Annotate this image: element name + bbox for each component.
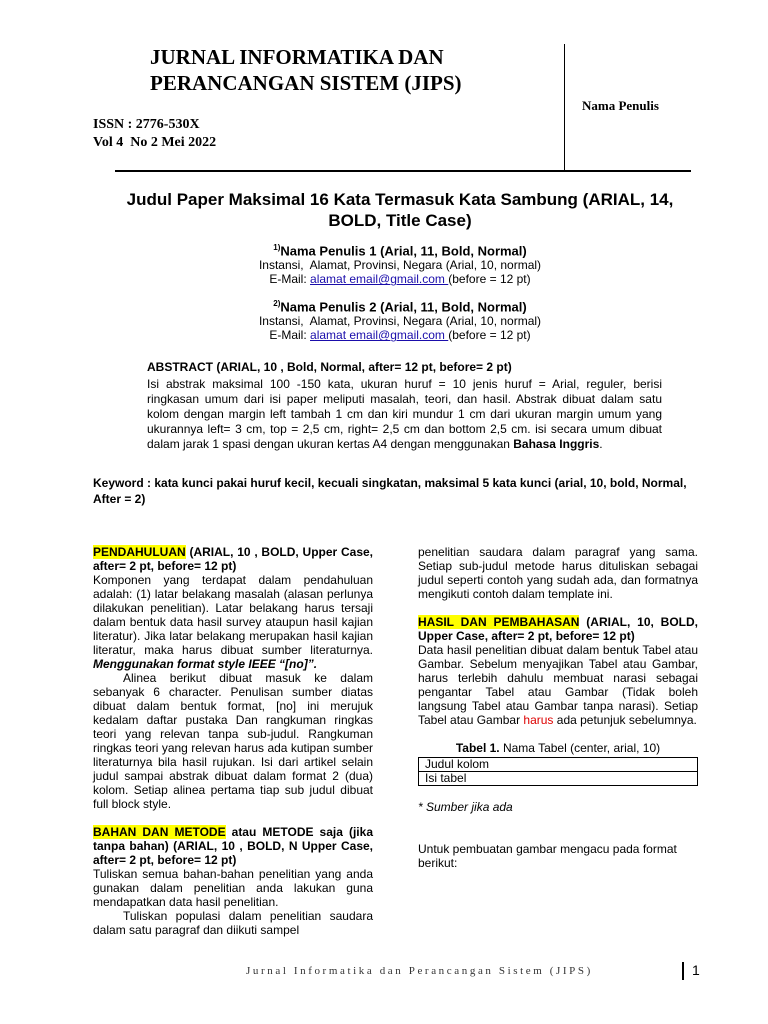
table-row	[419, 772, 698, 786]
email-note: (before = 12 pt)	[448, 328, 531, 343]
author-block-2	[100, 297, 700, 342]
section-heading-rest: (ARIAL, 10 , BOLD, Upper Case, after= 2 pt, before= 12 pt)	[93, 545, 373, 573]
volume: Vol 4 No 2 Mei 2022	[93, 135, 217, 150]
author-email-line	[100, 272, 700, 286]
section-heading-pendahuluan	[93, 545, 373, 573]
journal-title-line1: JURNAL INFORMATIKA DAN	[150, 45, 444, 69]
abstract-heading: ABSTRACT (ARIAL, 10 , Bold, Normal, after= 12 pt, before= 2 pt)	[147, 360, 512, 374]
header-divider-vertical	[564, 44, 565, 170]
keyword: Keyword : kata kunci pakai huruf kecil, kecuali singkatan, maksimal 5 kata kunci (arial, 10, bold, Normal, After = 2)	[93, 476, 687, 506]
section-heading-highlight: PENDAHULUAN	[93, 545, 186, 559]
author-email-link[interactable]: alamat email@gmail.com	[310, 328, 449, 343]
author-name	[100, 241, 700, 258]
table-cell: Isi tabel	[419, 772, 698, 786]
section-heading-rest: atau METODE saja (jika tanpa bahan) (ARIAL, 10 , BOLD, N Upper Case, after= 2 pt, before= 12 pt)	[93, 825, 373, 867]
abstract-body: Isi abstrak maksimal 100 -150 kata, ukuran huruf = 10 jenis huruf = Arial, reguler, berisi ringkasan umum dari isi paper meliputi masalah, teori, dan hasil. Abstrak dibuat dalam satu kolom dengan margin left tambah 1 cm dan kiri mundur 1 cm dari ukuran margin umum yang ukurannya left= 3 cm, top = 2,5 cm, right= 2,5 cm dan bottom 2,5 cm. isi secara umum dibuat dalam jarak 1 spasi dengan ukuran kertas A4 dengan menggunakan	[147, 377, 662, 451]
paragraph: Tuliskan semua bahan-bahan penelitian yang anda gunakan dalam penelitian anda lakukan guna mendapatkan data hasil penelitian.	[93, 867, 373, 909]
section-heading-bahan	[93, 825, 373, 867]
left-column	[93, 545, 373, 937]
email-label: E-Mail:	[269, 328, 311, 343]
abstract	[147, 360, 662, 452]
table-caption	[418, 741, 698, 755]
footer-journal-name: Jurnal Informatika dan Perancangan Sistem (JIPS)	[246, 965, 593, 977]
author-affiliation: Instansi, Alamat, Provinsi, Negara (Arial, 10, normal)	[258, 314, 542, 329]
table-caption-text: Nama Tabel (center, arial, 10)	[499, 741, 661, 755]
author-name-text: Nama Penulis 1 (Arial, 11, Bold, Normal)	[280, 243, 527, 259]
journal-title-line2: PERANCANGAN SISTEM (JIPS)	[150, 71, 462, 95]
paper-title: Judul Paper Maksimal 16 Kata Termasuk Kata Sambung (ARIAL, 14, BOLD, Title Case)	[126, 190, 674, 230]
paragraph-emphasis: Menggunakan format style IEEE “[no]”.	[93, 657, 318, 671]
abstract-body-bold: Bahasa Inggris	[513, 437, 600, 451]
paragraph-red-text: harus	[523, 713, 554, 727]
author-affiliation: Instansi, Alamat, Provinsi, Negara (Arial, 10, normal)	[258, 258, 542, 273]
paragraph	[418, 643, 698, 727]
header-author: Nama Penulis	[582, 98, 659, 113]
paragraph	[93, 573, 373, 671]
abstract-body-end: .	[599, 437, 603, 451]
journal-title	[150, 44, 462, 96]
author-sup: 2)	[273, 299, 281, 308]
journal-meta	[93, 116, 216, 152]
author-name-text: Nama Penulis 2 (Arial, 11, Bold, Normal)	[280, 299, 527, 315]
author-block-1	[100, 241, 700, 286]
issn: ISSN : 2776-530X	[93, 117, 200, 132]
footer-divider	[682, 962, 684, 980]
paragraph: Untuk pembuatan gambar mengacu pada format berikut:	[418, 842, 677, 870]
paragraph-text: Komponen yang terdapat dalam pendahuluan adalah: (1) latar belakang masalah (alasan perlunya dilakukan penelitian). Latar belakang harus tersaji dalam bentuk data hasil survey ataupun hasil kajian literatur). Jika latar belakang merupakan hasil kajian literatur, maka harus dibuat sumber literaturnya.	[93, 573, 373, 657]
header-divider-horizontal	[115, 170, 691, 172]
table-note: * Sumber jika ada	[418, 800, 513, 814]
email-label: E-Mail:	[269, 272, 311, 287]
section-heading-highlight: BAHAN DAN METODE	[93, 825, 226, 839]
author-email-line	[100, 328, 700, 342]
author-name	[100, 297, 700, 314]
paragraph-text: Data hasil penelitian dibuat dalam bentuk Tabel atau Gambar. Sebelum menyajikan Tabel atau Gambar, harus terlebih dahulu membuat narasi sebagai pengantar Tabel atau Gambar (Tidak boleh langsung Tabel atau Gambar tanpa narasi). Setiap Tabel atau Gambar	[418, 643, 698, 727]
email-note: (before = 12 pt)	[448, 272, 531, 287]
section-heading-rest: (ARIAL, 10, BOLD, Upper Case, after= 2 pt, before= 12 pt)	[418, 615, 698, 643]
table-cell: Judul kolom	[419, 758, 698, 772]
section-heading-highlight: HASIL DAN PEMBAHASAN	[418, 615, 580, 629]
paragraph-text: ada petunjuk sebelumnya.	[553, 713, 697, 727]
author-email-link[interactable]: alamat email@gmail.com	[310, 272, 449, 287]
paragraph: Tuliskan populasi dalam penelitian saudara dalam satu paragraf dan diikuti sampel	[93, 909, 373, 937]
table-caption-label: Tabel 1.	[455, 741, 500, 755]
table-row	[419, 758, 698, 772]
author-sup: 1)	[273, 243, 281, 252]
right-column	[418, 545, 698, 870]
paragraph: Alinea berikut dibuat masuk ke dalam sebanyak 6 character. Penulisan sumber diatas dibuat dalam bentuk format, [no] ini merujuk kedalam daftar pustaka Dan rangkuman ringkas teori yang relevan tanpa sub-judul. Rangkuman ringkas teori yang relevan harus ada kutipan sumber literaturnya bila hasil rujukan. Isi dari artikel selain judul sampai abstrak dibuat dalam format 2 (dua) kolom. Setiap alinea pertama tiap sub judul dibuat full block style.	[93, 671, 373, 811]
page-number: 1	[692, 962, 700, 978]
sample-table	[418, 757, 698, 786]
paragraph: penelitian saudara dalam paragraf yang sama. Setiap sub-judul metode harus dituliskan sebagai judul seperti contoh yang sudah ada, dan formatnya mengikuti contoh dalam template ini.	[418, 545, 698, 601]
section-heading-hasil	[418, 615, 698, 643]
